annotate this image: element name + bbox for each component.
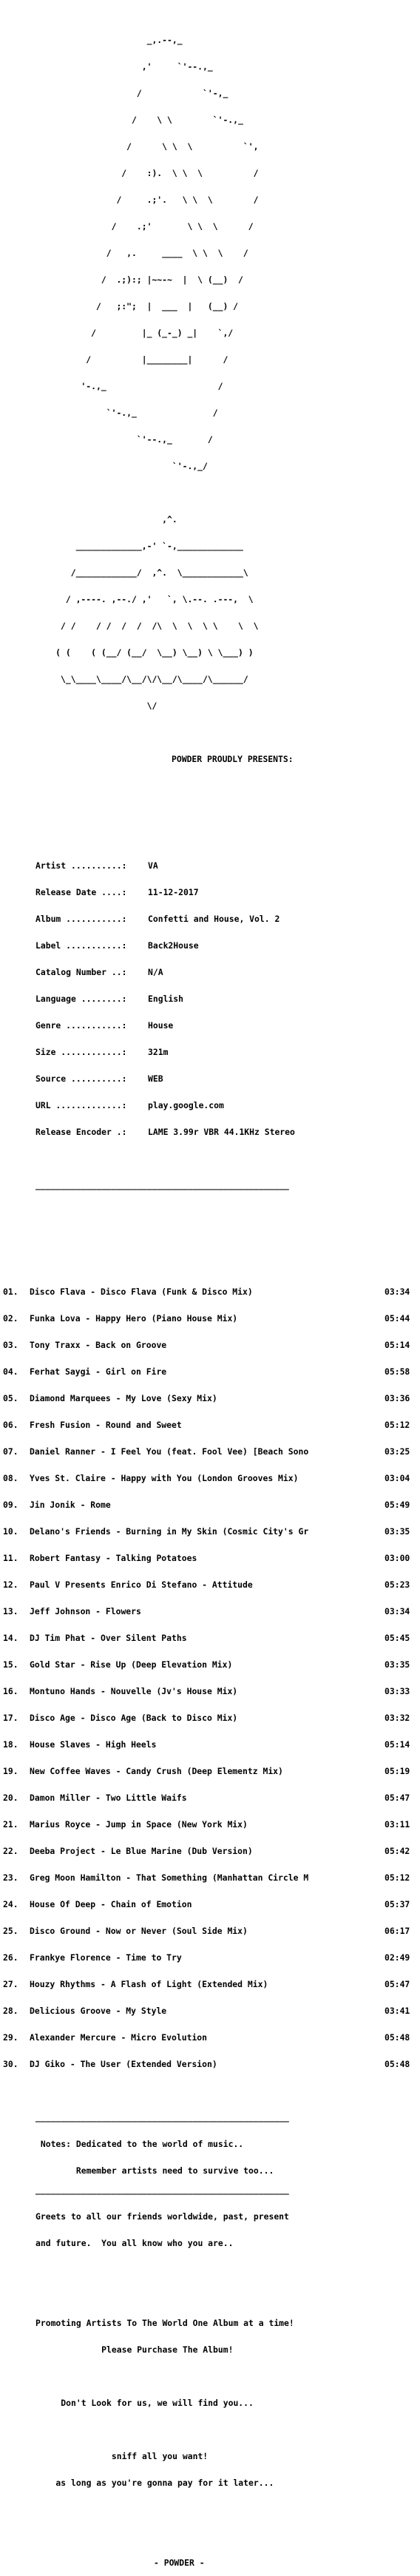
track-row	[3, 1847, 417, 1855]
release-info	[3, 843, 417, 1154]
track-row	[3, 1820, 417, 1829]
track-number: 29.	[3, 2032, 18, 2043]
meta-value: 11-12-2017	[148, 887, 199, 897]
track-number: 20.	[3, 1793, 18, 1803]
track-title: Fresh Fusion - Round and Sweet	[30, 1420, 182, 1430]
track-row	[3, 1980, 417, 1989]
track-number: 10.	[3, 1526, 18, 1537]
track-number: 30.	[3, 2059, 18, 2069]
track-row	[3, 1580, 417, 1589]
track-list	[3, 1270, 417, 2086]
track-title: Houzy Rhythms - A Flash of Light (Extended Mix)	[30, 1979, 268, 1989]
track-title: Robert Fantasy - Talking Potatoes	[30, 1553, 197, 1563]
track-title: House Of Deep - Chain of Emotion	[30, 1899, 192, 1909]
track-duration: 03:00	[385, 1553, 410, 1563]
track-duration: 05:37	[385, 1899, 410, 1909]
track-row	[3, 1474, 417, 1483]
track-title: Montuno Hands - Nouvelle (Jv's House Mix)	[30, 1686, 238, 1696]
nfo-document	[3, 0, 417, 2576]
track-duration: 05:14	[385, 1739, 410, 1750]
track-duration: 03:35	[385, 1659, 410, 1670]
meta-value: N/A	[148, 967, 163, 977]
track-duration: 05:48	[385, 2059, 410, 2069]
track-row	[3, 1633, 417, 1642]
meta-row	[3, 914, 417, 923]
track-title: Marius Royce - Jump in Space (New York Mix)	[30, 1819, 248, 1830]
track-number: 12.	[3, 1579, 18, 1590]
track-number: 23.	[3, 1872, 18, 1883]
track-title: Tony Traxx - Back on Groove	[30, 1340, 167, 1350]
track-number: 14.	[3, 1633, 18, 1643]
track-row	[3, 1394, 417, 1403]
track-duration: 05:45	[385, 1633, 410, 1643]
meta-row	[3, 888, 417, 897]
track-duration: 05:42	[385, 1846, 410, 1856]
meta-row	[3, 994, 417, 1003]
track-row	[3, 1953, 417, 1962]
art-line: `'-.,_ /	[25, 408, 218, 418]
track-duration: 03:36	[385, 1393, 410, 1403]
track-row	[3, 2060, 417, 2068]
track-row	[3, 1873, 417, 1882]
track-duration: 05:23	[385, 1579, 410, 1590]
meta-key: Release Encoder .:	[35, 1127, 127, 1137]
track-duration: 05:58	[385, 1366, 410, 1377]
meta-key: Release Date ....:	[35, 887, 127, 897]
presents-heading: POWDER PROUDLY PRESENTS:	[172, 754, 294, 764]
ascii-art-logo	[3, 18, 417, 728]
track-number: 27.	[3, 1979, 18, 1989]
art-line	[25, 488, 417, 497]
art-line: _,.--,_	[25, 35, 183, 45]
art-line: / ;:"; | ___ | (__) /	[25, 301, 239, 311]
track-number: 26.	[3, 1952, 18, 1963]
track-duration: 03:41	[385, 2006, 410, 2016]
track-title: Gold Star - Rise Up (Deep Elevation Mix)	[30, 1659, 233, 1670]
track-row	[3, 1607, 417, 1616]
track-number: 08.	[3, 1473, 18, 1483]
track-number: 17.	[3, 1713, 18, 1723]
track-number: 13.	[3, 1606, 18, 1616]
track-number: 16.	[3, 1686, 18, 1696]
track-title: Delicious Groove - My Style	[30, 2006, 167, 2016]
track-title: Funka Lova - Happy Hero (Piano House Mix)	[30, 1313, 238, 1324]
track-duration: 05:47	[385, 1793, 410, 1803]
track-row	[3, 1367, 417, 1376]
track-duration: 03:11	[385, 1819, 410, 1830]
signoff: - POWDER -	[154, 2558, 205, 2568]
art-line: / ,. ____ \ \ \ /	[25, 248, 248, 258]
track-number: 25.	[3, 1926, 18, 1936]
track-row	[3, 1767, 417, 1776]
track-duration: 05:12	[385, 1872, 410, 1883]
track-row	[3, 1900, 417, 1909]
art-line: / |_ (_-_) _| `,/	[25, 328, 234, 338]
track-title: Damon Miller - Two Little Waifs	[30, 1793, 187, 1803]
track-number: 15.	[3, 1659, 18, 1670]
track-row	[3, 1341, 417, 1349]
track-title: Yves St. Claire - Happy with You (London Grooves Mix)	[30, 1473, 299, 1483]
art-line: ,^.	[25, 514, 177, 525]
art-line: `'--.,_ /	[25, 434, 213, 445]
track-row	[3, 1447, 417, 1456]
track-number: 19.	[3, 1766, 18, 1776]
track-duration: 03:32	[385, 1713, 410, 1723]
track-row	[3, 1793, 417, 1802]
meta-value: English	[148, 994, 184, 1004]
track-duration: 03:04	[385, 1473, 410, 1483]
art-line: \_\____\____/\__/\/\__/\____/\______/	[25, 674, 248, 684]
art-line: / \ \ `'-.,_	[25, 115, 243, 125]
track-number: 06.	[3, 1420, 18, 1430]
tagline: Don't Look for us, we will find you...	[35, 2398, 254, 2408]
meta-key: Source ..........:	[35, 1073, 127, 1084]
track-number: 07.	[3, 1446, 18, 1457]
track-duration: 06:17	[385, 1926, 410, 1936]
meta-key: Size ............:	[35, 1047, 127, 1057]
art-line: _____________,-' `-,_____________	[25, 541, 243, 551]
meta-value: Confetti and House, Vol. 2	[148, 914, 280, 924]
track-row	[3, 1660, 417, 1669]
meta-key: Catalog Number ..:	[35, 967, 127, 977]
track-title: Disco Age - Disco Age (Back to Disco Mix)	[30, 1713, 238, 1723]
meta-row	[3, 968, 417, 977]
meta-value: Back2House	[148, 940, 199, 951]
track-number: 02.	[3, 1313, 18, 1324]
track-duration: 03:33	[385, 1686, 410, 1696]
divider-rule: __________________________________________________	[35, 2112, 289, 2122]
track-duration: 05:12	[385, 1420, 410, 1430]
track-title: Ferhat Saygi - Girl on Fire	[30, 1366, 167, 1377]
art-line: / :). \ \ \ /	[25, 168, 259, 178]
track-duration: 03:35	[385, 1526, 410, 1537]
track-row	[3, 1527, 417, 1536]
track-title: House Slaves - High Heels	[30, 1739, 157, 1750]
track-row	[3, 1554, 417, 1562]
track-title: Daniel Ranner - I Feel You (feat. Fool Vee) [Beach Sono	[30, 1446, 309, 1457]
track-number: 09.	[3, 1500, 18, 1510]
meta-value: 321m	[148, 1047, 169, 1057]
track-row	[3, 2033, 417, 2042]
track-row	[3, 1500, 417, 1509]
track-title: Disco Flava - Disco Flava (Funk & Disco Mix)	[30, 1287, 253, 1297]
promo-line: Promoting Artists To The World One Album at a time!	[35, 2318, 294, 2328]
meta-row	[3, 861, 417, 870]
track-duration: 02:49	[385, 1952, 410, 1963]
meta-value: WEB	[148, 1073, 163, 1084]
track-number: 01.	[3, 1287, 18, 1297]
track-title: Jeff Johnson - Flowers	[30, 1606, 141, 1616]
track-duration: 05:44	[385, 1313, 410, 1324]
track-number: 18.	[3, 1739, 18, 1750]
art-line: / .;' \ \ \ /	[25, 221, 254, 232]
meta-value: House	[148, 1020, 174, 1031]
track-title: Greg Moon Hamilton - That Something (Manhattan Circle M	[30, 1872, 309, 1883]
track-duration: 03:25	[385, 1446, 410, 1457]
track-title: Deeba Project - Le Blue Marine (Dub Version)	[30, 1846, 253, 1856]
track-title: Alexander Mercure - Micro Evolution	[30, 2032, 208, 2043]
track-title: Frankye Florence - Time to Try	[30, 1952, 182, 1963]
art-line: / .;):; |~~-~ | \ (__) /	[25, 274, 243, 285]
track-duration: 05:49	[385, 1500, 410, 1510]
meta-key: Album ...........:	[35, 914, 127, 924]
meta-value: play.google.com	[148, 1100, 224, 1110]
meta-key: Artist ..........:	[35, 860, 127, 871]
art-line: ,' `'--.,_	[25, 61, 213, 72]
track-number: 24.	[3, 1899, 18, 1909]
art-line: / / / / / / /\ \ \ \ \ \ \	[25, 621, 259, 631]
track-title: New Coffee Waves - Candy Crush (Deep Elementz Mix)	[30, 1766, 283, 1776]
track-row	[3, 1287, 417, 1296]
meta-key: Label ...........:	[35, 940, 127, 951]
track-title: DJ Giko - The User (Extended Version)	[30, 2059, 217, 2069]
art-line: /____________/ ,^. \____________\	[25, 567, 248, 578]
meta-key: Language ........:	[35, 994, 127, 1004]
track-title: Delano's Friends - Burning in My Skin (Cosmic City's Gr	[30, 1526, 309, 1537]
greets-line: Greets to all our friends worldwide, past, present	[35, 2211, 289, 2222]
track-duration: 05:48	[385, 2032, 410, 2043]
notes-line: Notes: Dedicated to the world of music..	[35, 2139, 244, 2149]
meta-row	[3, 1127, 417, 1136]
track-row	[3, 1713, 417, 1722]
meta-row	[3, 1101, 417, 1110]
art-line: / |________| /	[25, 354, 228, 365]
track-duration: 05:47	[385, 1979, 410, 1989]
track-duration: 05:14	[385, 1340, 410, 1350]
promo-line: Please Purchase The Album!	[35, 2344, 234, 2355]
track-duration: 05:19	[385, 1766, 410, 1776]
track-title: Disco Ground - Now or Never (Soul Side Mix)	[30, 1926, 248, 1936]
meta-row	[3, 1074, 417, 1083]
meta-key: Genre ...........:	[35, 1020, 127, 1031]
meta-row	[3, 941, 417, 950]
meta-value: LAME 3.99r VBR 44.1KHz Stereo	[148, 1127, 295, 1137]
art-line: / \ \ \ `',	[25, 141, 259, 152]
art-line: \/	[25, 701, 158, 711]
track-number: 22.	[3, 1846, 18, 1856]
greets-line: and future. You all know who you are..	[35, 2238, 234, 2248]
track-row	[3, 1740, 417, 1749]
divider-rule: __________________________________________________	[35, 2185, 289, 2195]
meta-value: VA	[148, 860, 158, 871]
art-line: / `'-,_	[25, 88, 228, 98]
art-line: ( ( ( (__/ (__/ \__) \__) \ \___) )	[25, 647, 254, 658]
track-row	[3, 1687, 417, 1696]
track-duration: 03:34	[385, 1606, 410, 1616]
track-title: DJ Tim Phat - Over Silent Paths	[30, 1633, 187, 1643]
track-row	[3, 1926, 417, 1935]
track-number: 04.	[3, 1366, 18, 1377]
art-line: '-.,_ /	[25, 381, 223, 391]
track-number: 03.	[3, 1340, 18, 1350]
track-number: 28.	[3, 2006, 18, 2016]
sniff-line: sniff all you want!	[35, 2451, 209, 2461]
track-row	[3, 2006, 417, 2015]
sniff-line: as long as you're gonna pay for it later...	[35, 2478, 274, 2488]
track-row	[3, 1420, 417, 1429]
track-title: Paul V Presents Enrico Di Stefano - Attitude	[30, 1579, 253, 1590]
track-number: 05.	[3, 1393, 18, 1403]
track-number: 11.	[3, 1553, 18, 1563]
art-line: / .;'. \ \ \ /	[25, 195, 259, 205]
track-title: Jin Jonik - Rome	[30, 1500, 111, 1510]
track-title: Diamond Marquees - My Love (Sexy Mix)	[30, 1393, 217, 1403]
notes-line: Remember artists need to survive too...	[35, 2165, 274, 2176]
divider-rule: __________________________________________________	[35, 1180, 289, 1190]
meta-row	[3, 1021, 417, 1030]
art-line: / ,----. ,--./ ,' `, \.--. .---, \	[25, 594, 254, 604]
track-number: 21.	[3, 1819, 18, 1830]
art-line: `'-.,_/	[25, 461, 208, 471]
meta-row	[3, 1048, 417, 1056]
meta-key: URL .............:	[35, 1100, 127, 1110]
track-row	[3, 1314, 417, 1323]
track-duration: 03:34	[385, 1287, 410, 1297]
